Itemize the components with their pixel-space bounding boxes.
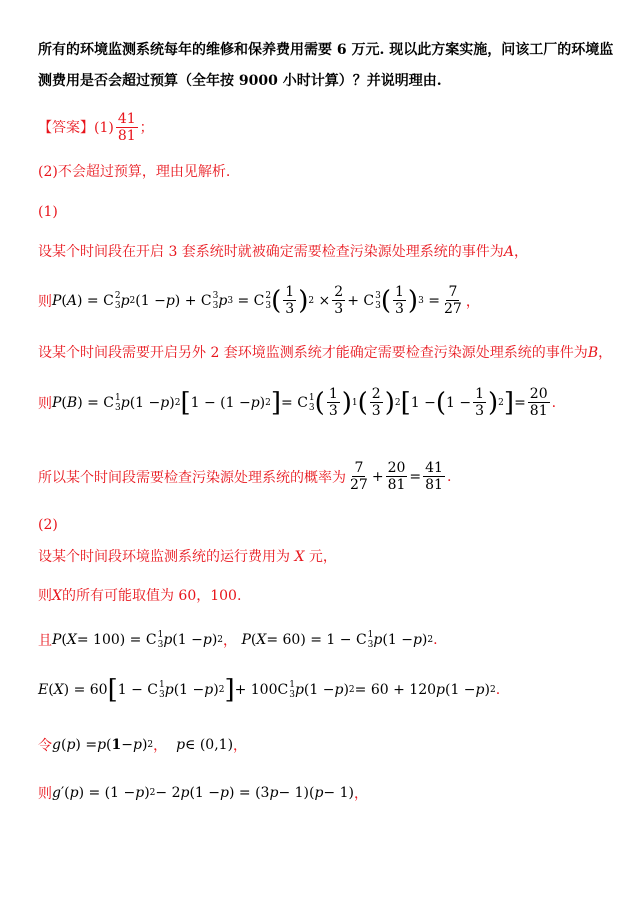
g-derivative: 则 g ′( p ) = (1 − p ) 2 − 2 p (1 − p ) = (3 p − 1)( p − 1) ， — [38, 785, 368, 802]
answer-part1-fraction: $\frac{41}{81}$ — [117, 111, 136, 144]
solution-1-label: (1) — [38, 204, 58, 220]
solution-2-label: (2) — [38, 517, 58, 533]
answer-part2: (2)不会超过预算，理由见解析. — [38, 164, 231, 180]
pa-formula: 则 P ( A ) = C 2 3 p 2 (1 − p ) + C 3 3 p 3 = C 2 3 ( $\frac{1}{3}$ ) 2 × $\frac{2}{3}$ + C 3 3 ( $\frac{1}{3}$ ) 3 = $\frac{7}{27}$ ， — [38, 284, 480, 317]
g-definition: 令 g ( p ) = p ( 1 − p ) 2 ， p ∈ (0,1) ， — [38, 737, 248, 754]
pb-result: $\frac{20}{81}$ — [529, 386, 548, 419]
pa-result: $\frac{7}{27}$ — [444, 284, 462, 317]
answer-part1-label: (1) — [94, 119, 114, 136]
event-b-definition: 设某个时间段需要开启另外 2 套环境监测系统才能确定需要检查污染源处理系统的事件为B， — [38, 345, 613, 361]
answer-line-1: 【答案】 (1) $\frac{41}{81}$ ； — [38, 111, 154, 144]
intro-line-2: 测费用是否会超过预算（全年按 9000 小时计算）？并说明理由. — [38, 73, 442, 89]
answer-tag: 【答案】 — [38, 119, 94, 136]
pb-formula: 则 P ( B ) = C 1 3 p (1 − p ) 2 [ 1 − (1 − p ) 2 ] = C 1 3 ( $\frac{1}{3}$ ) 1 ( $\frac{2}{3}$ ) 2 [ 1 − ( 1 − $\frac{1}{3}$ ) 2 ] = $\frac{20}{81}$ . — [38, 386, 557, 419]
cost-probabilities: 且 P ( X = 100) = C 1 3 p (1 − p ) 2 ， P ( X = 60) = 1 − C 1 3 p (1 − p ) 2 . — [38, 630, 438, 650]
event-a-definition: 设某个时间段在开启 3 套系统时就被确定需要检查污染源处理系统的事件为A， — [38, 244, 528, 260]
cost-values: 则X的所有可能取值为 60，100. — [38, 588, 242, 604]
expectation-formula: E ( X ) = 60 [ 1 − C 1 3 p (1 − p ) 2 ] + 100C 1 3 p (1 − p ) 2 = 60 + 120 p (1 − p ) 2 . — [38, 675, 501, 705]
probability-sum: 所以某个时间段需要检查污染源处理系统的概率为 $\frac{7}{27}$ + $\frac{20}{81}$ = $\frac{41}{81}$ . — [38, 460, 452, 493]
cost-definition: 设某个时间段环境监测系统的运行费用为 X 元， — [38, 549, 337, 565]
intro-line-1: 所有的环境监测系统每年的维修和保养费用需要 6 万元. 现以此方案实施，问该工厂的环境监 — [38, 42, 614, 58]
